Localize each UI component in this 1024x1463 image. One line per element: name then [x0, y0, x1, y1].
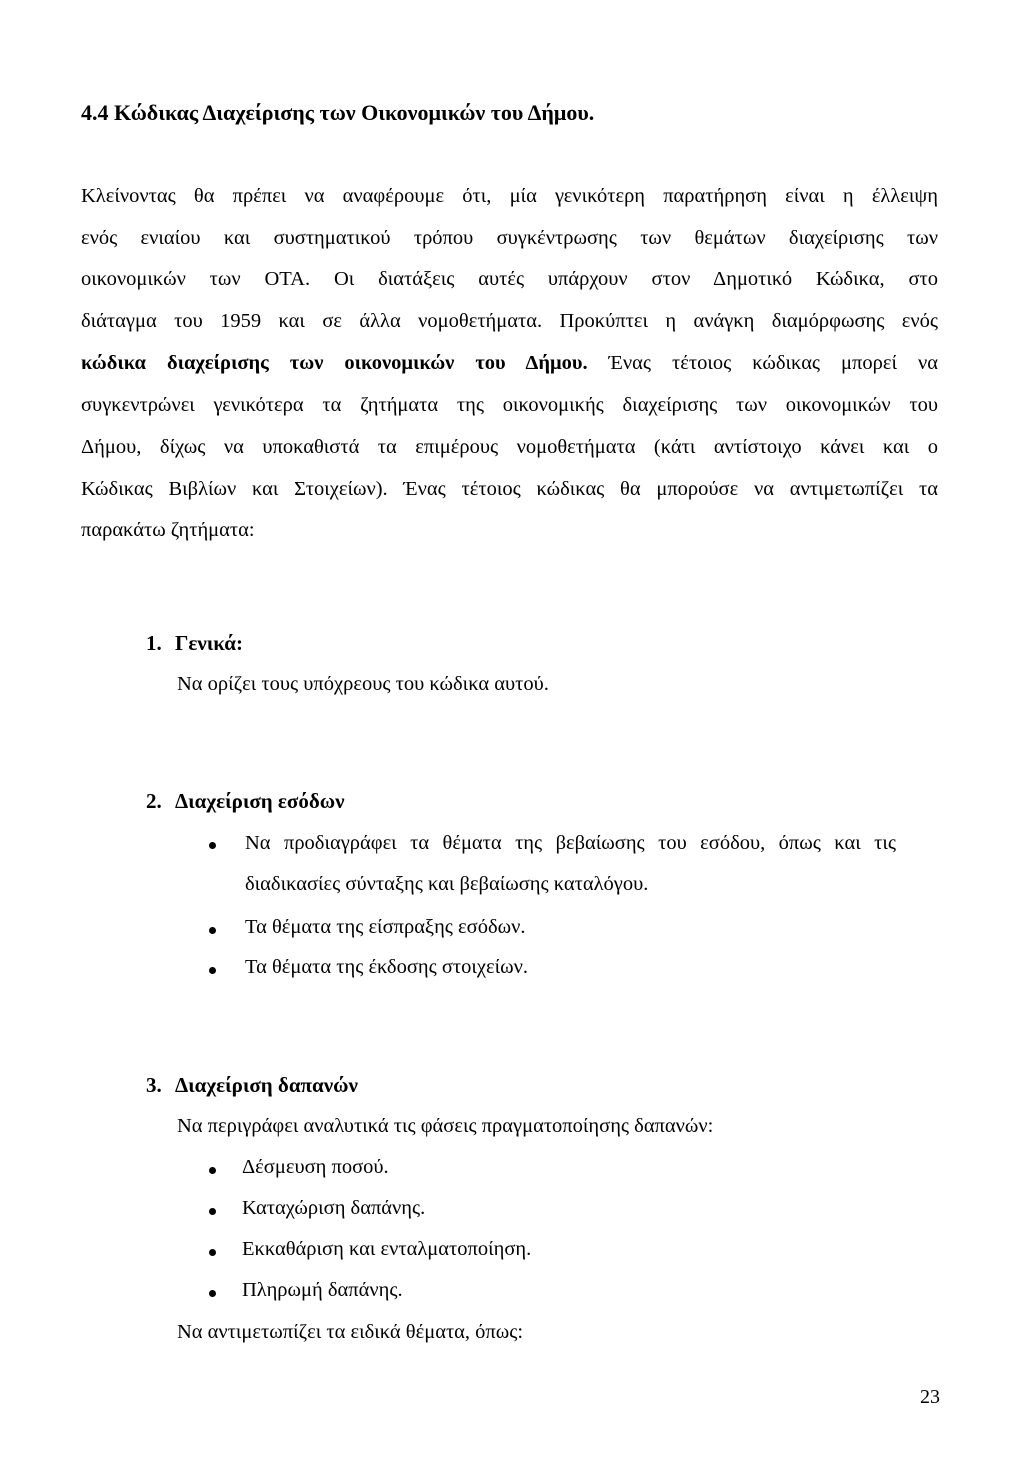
list-item-continuation: διαδικασίες σύνταξης και βεβαίωσης καταλόγου. — [245, 873, 649, 895]
paragraph-line: Κώδικας Βιβλίων και Στοιχείων). Ένας τέτοιος κώδικας θα μπορούσε να αντιμετωπίζει τα — [81, 478, 938, 500]
paragraph-line: παρακάτω ζητήματα: — [81, 519, 255, 541]
section-3-heading — [146, 1073, 358, 1098]
section-3-outro: Να αντιμετωπίζει τα ειδικά θέματα, όπως: — [177, 1321, 524, 1343]
bold-phrase: κώδικα διαχείρισης των οικονομικών του Δήμου. — [81, 352, 588, 374]
page-number: 23 — [920, 1386, 940, 1408]
list-item: Πληρωμή δαπάνης. — [242, 1279, 403, 1301]
section-number: 2. — [146, 789, 162, 813]
list-item: Να προδιαγράφει τα θέματα της βεβαίωσης του εσόδου, όπως και τις — [245, 832, 896, 854]
bullet-icon — [209, 927, 216, 934]
section-title: Διαχείριση δαπανών — [175, 1073, 358, 1097]
paragraph-line — [81, 352, 938, 375]
paragraph-line: Δήμου, δίχως να υποκαθιστά τα επιμέρους νομοθετήματα (κάτι αντίστοιχο κάνει και ο — [81, 436, 938, 458]
paragraph-line: συγκεντρώνει γενικότερα τα ζητήματα της οικονομικής διαχείρισης των οικονομικών του — [81, 394, 938, 416]
section-2-heading — [146, 789, 344, 814]
bullet-icon — [209, 1249, 216, 1256]
section-3-intro: Να περιγράφει αναλυτικά τις φάσεις πραγματοποίησης δαπανών: — [177, 1115, 714, 1137]
bullet-icon — [209, 1290, 216, 1297]
section-1-heading — [146, 631, 243, 656]
bullet-icon — [209, 967, 216, 974]
bullet-icon — [209, 1167, 216, 1174]
paragraph-line: οικονομικών των ΟΤΑ. Οι διατάξεις αυτές υπάρχουν στον Δημοτικό Κώδικα, στο — [81, 268, 938, 290]
paragraph-line: διάταγμα του 1959 και σε άλλα νομοθετήματα. Προκύπτει η ανάγκη διαμόρφωσης ενός — [81, 310, 938, 332]
section-number: 1. — [146, 631, 162, 655]
list-item: Εκκαθάριση και ενταλματοποίηση. — [242, 1238, 532, 1260]
paragraph-line: ενός ενιαίου και συστηματικού τρόπου συγκέντρωσης των θεμάτων διαχείρισης των — [81, 227, 938, 249]
section-1-text: Να ορίζει τους υπόχρεους του κώδικα αυτού. — [177, 673, 549, 695]
section-number: 3. — [146, 1073, 162, 1097]
section-heading: 4.4 Κώδικας Διαχείρισης των Οικονομικών του Δήμου. — [81, 100, 595, 125]
paragraph-line: Κλείνοντας θα πρέπει να αναφέρουμε ότι, μία γενικότερη παρατήρηση είναι η έλλειψη — [81, 185, 938, 207]
section-title: Διαχείριση εσόδων — [175, 789, 345, 813]
list-item: Καταχώριση δαπάνης. — [242, 1197, 426, 1219]
list-item: Δέσμευση ποσού. — [242, 1156, 389, 1178]
bullet-icon — [209, 1208, 216, 1215]
list-item: Τα θέματα της είσπραξης εσόδων. — [245, 916, 526, 938]
section-title: Γενικά: — [175, 631, 243, 655]
paragraph-text: Ένας τέτοιος κώδικας μπορεί να — [587, 352, 938, 374]
list-item: Τα θέματα της έκδοσης στοιχείων. — [245, 956, 529, 978]
bullet-icon — [209, 842, 216, 849]
